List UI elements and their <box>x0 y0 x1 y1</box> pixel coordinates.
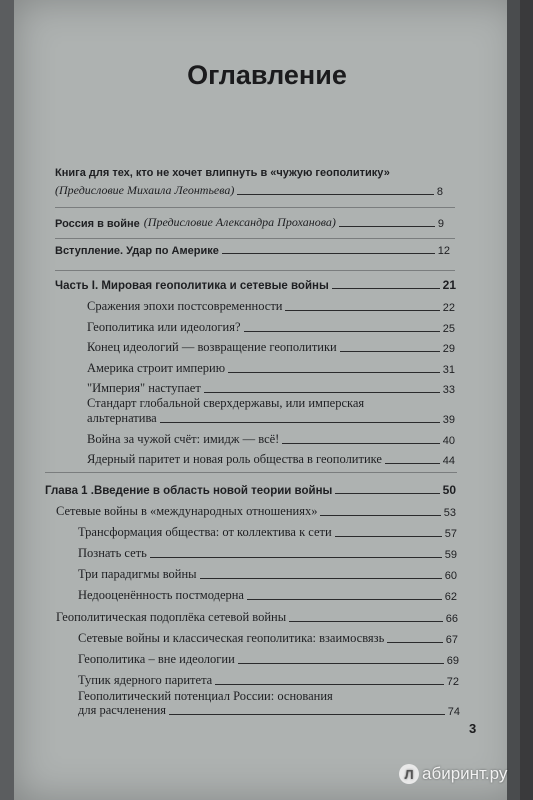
toc-leader <box>282 443 439 444</box>
toc-entry-page: 9 <box>437 218 444 230</box>
toc-entry-page: 44 <box>442 455 455 467</box>
toc-entry-page: 72 <box>446 676 459 688</box>
toc-entry-text: Америка строит империю <box>87 361 226 375</box>
toc-entry-text: Конец идеологий — возвращение геополитики <box>87 340 337 354</box>
toc-leader <box>335 536 442 537</box>
toc-entry-intro <box>55 245 450 257</box>
toc-entry <box>78 567 457 582</box>
toc-entry <box>87 432 455 447</box>
toc-entry-page: 12 <box>437 245 450 257</box>
toc-entry <box>56 504 456 519</box>
toc-entry <box>87 381 455 396</box>
toc-entry-text: Ядерный паритет и новая роль общества в геополитике <box>87 452 382 466</box>
toc-entry-text: для расчленения <box>78 703 167 717</box>
toc-leader <box>150 557 442 558</box>
toc-entry-preface-1 <box>55 183 443 198</box>
toc-entry-page: 53 <box>443 507 456 519</box>
toc-entry <box>87 340 455 355</box>
toc-entry <box>78 588 457 603</box>
toc-leader <box>200 578 442 579</box>
toc-leader <box>228 372 440 373</box>
toc-entry-page: 21 <box>442 278 456 292</box>
toc-entry-part-1 <box>55 278 456 292</box>
toc-entry <box>78 631 458 646</box>
toc-entry <box>78 652 459 667</box>
toc-entry-page: 57 <box>444 528 457 540</box>
toc-entry-text: Глава 1 .Введение в область новой теории войны <box>45 485 333 497</box>
toc-leader <box>238 663 444 664</box>
toc-entry-text: Сражения эпохи постсовременности <box>87 299 283 313</box>
toc-leader <box>215 684 444 685</box>
toc-entry-text: Познать сеть <box>78 546 147 560</box>
toc-entry-page: 62 <box>444 591 457 603</box>
toc-entry-text: "Империя" наступает <box>87 381 201 395</box>
toc-entry-page: 25 <box>442 323 455 335</box>
toc-entry <box>87 361 455 376</box>
toc-entry-text-line-1: Стандарт глобальной сверхдержавы, или имперская <box>87 396 365 410</box>
toc-entry-page: 69 <box>446 655 459 667</box>
toc-entry-text: Вступление. Удар по Америке <box>55 245 219 257</box>
toc-entry-text: Тупик ядерного паритета <box>78 673 213 687</box>
toc-entry-text: Недооценённость постмодерна <box>78 588 244 602</box>
toc-entry <box>78 673 459 688</box>
book-page <box>14 0 520 800</box>
toc-entry-page: 60 <box>444 570 457 582</box>
toc-title: Оглавление <box>187 60 347 90</box>
toc-entry-page: 39 <box>442 414 455 426</box>
toc-entry <box>56 610 458 625</box>
toc-entry-text: альтернатива <box>87 411 157 425</box>
toc-entry-text: Геополитика – вне идеологии <box>78 652 235 666</box>
toc-entry <box>78 546 457 561</box>
toc-entry-text: Часть I. Мировая геополитика и сетевые войны <box>55 280 329 292</box>
toc-leader <box>237 194 434 195</box>
toc-entry-text: Три парадигмы войны <box>78 567 197 581</box>
watermark-text: абиринт.ру <box>422 764 508 783</box>
page-number: 3 <box>469 721 477 736</box>
toc-entry-page: 29 <box>442 343 455 355</box>
book-gutter <box>0 0 14 800</box>
toc-entry <box>87 452 455 467</box>
toc-entry <box>78 703 460 718</box>
toc-leader <box>244 331 440 332</box>
watermark <box>399 764 507 784</box>
toc-entry-text: Россия в войне <box>55 218 140 230</box>
toc-leader <box>387 642 442 643</box>
toc-leader <box>289 621 443 622</box>
toc-entry-text: Война за чужой счёт: имидж — всё! <box>87 432 280 446</box>
toc-entry-text: Геополитическая подоплёка сетевой войны <box>56 610 287 624</box>
toc-divider <box>55 270 455 271</box>
toc-entry-page: 33 <box>442 384 455 396</box>
toc-leader <box>320 515 440 516</box>
toc-leader <box>247 599 442 600</box>
toc-entry-page: 22 <box>442 302 455 314</box>
toc-leader <box>340 351 440 352</box>
toc-entry-preface-1-title: Книга для тех, кто не хочет влипнуть в «чужую геополитику» <box>55 167 390 179</box>
toc-entry-page: 8 <box>436 186 443 198</box>
toc-leader <box>385 463 440 464</box>
toc-divider <box>45 472 457 473</box>
toc-entry <box>87 299 455 314</box>
toc-entry-page: 50 <box>442 483 456 497</box>
toc-leader <box>335 493 439 494</box>
toc-entry-text: Трансформация общества: от коллектива к сети <box>78 525 332 539</box>
toc-entry-page: 74 <box>447 706 460 718</box>
toc-leader <box>169 714 445 715</box>
toc-leader <box>204 392 440 393</box>
toc-leader <box>222 253 435 254</box>
toc-entry-subtext: (Предисловие Александра Проханова) <box>143 215 336 229</box>
toc-entry-chapter-1 <box>45 483 456 497</box>
labirint-logo-icon: Л <box>399 764 419 784</box>
toc-entry <box>78 525 457 540</box>
toc-leader <box>339 226 435 227</box>
toc-leader <box>332 288 440 289</box>
toc-leader <box>285 310 439 311</box>
toc-divider <box>55 238 455 239</box>
toc-entry-text-line-1: Геополитический потенциал России: основания <box>78 689 333 703</box>
toc-entry-page: 66 <box>445 613 458 625</box>
toc-leader <box>160 422 440 423</box>
toc-entry-text: Сетевые войны в «международных отношениях» <box>56 504 318 518</box>
toc-entry-preface-2 <box>55 215 444 230</box>
toc-entry <box>87 411 455 426</box>
toc-entry-text: (Предисловие Михаила Леонтьева) <box>55 183 235 197</box>
toc-entry-page: 67 <box>445 634 458 646</box>
toc-entry-page: 31 <box>442 364 455 376</box>
page-edge <box>507 0 520 800</box>
toc-divider <box>55 207 455 208</box>
toc-entry-page: 40 <box>442 435 455 447</box>
toc-entry-text: Сетевые войны и классическая геополитика: взаимосвязь <box>78 631 385 645</box>
toc-entry-text: Геополитика или идеология? <box>87 320 241 334</box>
toc-entry-page: 59 <box>444 549 457 561</box>
toc-entry <box>87 320 455 335</box>
